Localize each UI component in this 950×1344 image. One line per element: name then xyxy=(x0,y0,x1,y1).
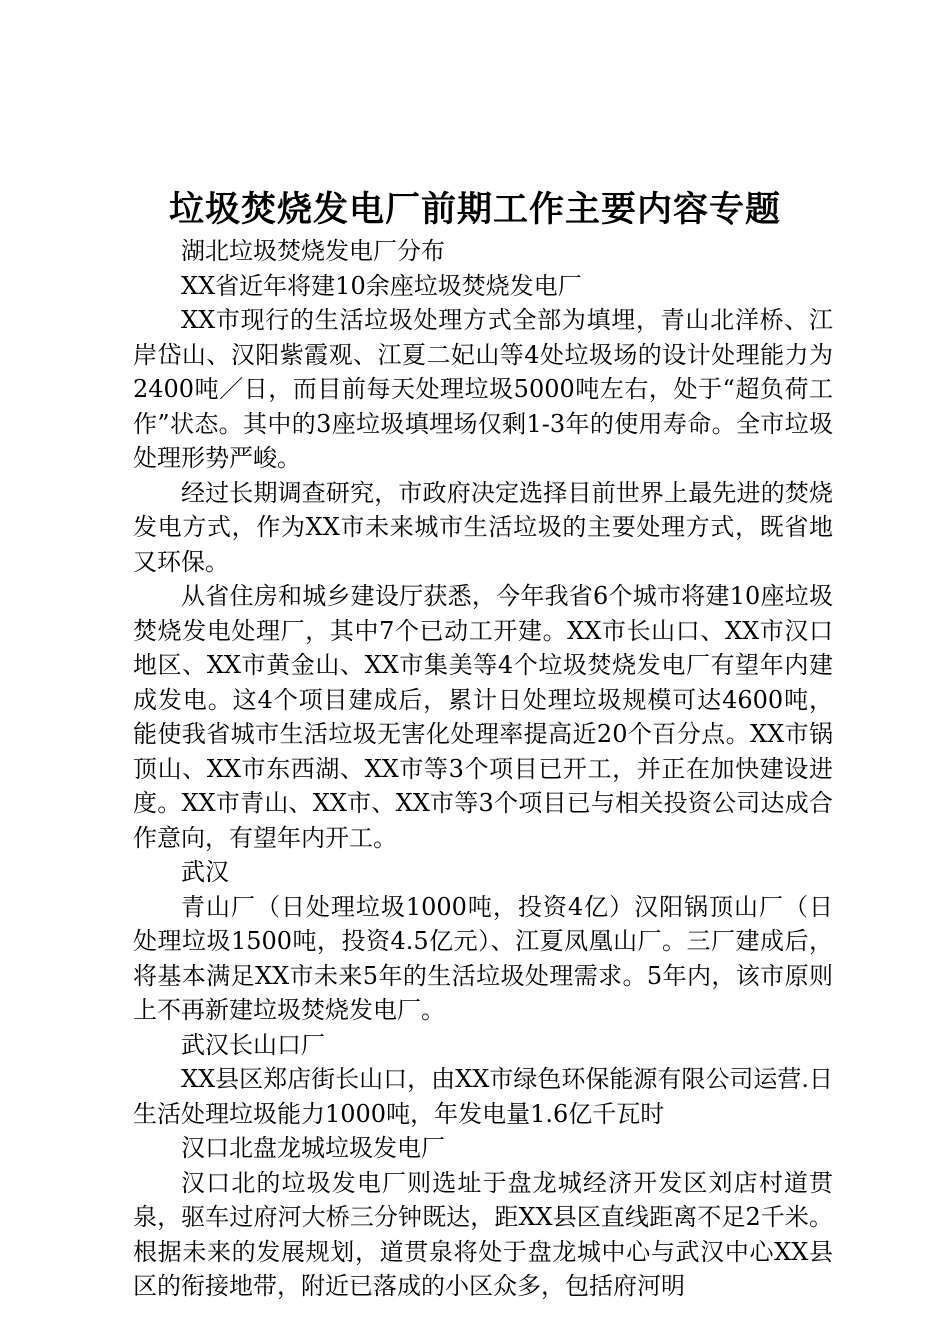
paragraph-government-decision: 经过长期调查研究，市政府决定选择目前世界上最先进的焚烧发电方式，作为XX市未来城市生活垃圾的主要处理方式，既省地又环保。 xyxy=(133,478,833,576)
section-heading-changshankou: 武汉长山口厂 xyxy=(181,1030,325,1059)
paragraph-province-plan: 从省住房和城乡建设厅获悉，今年我省6个城市将建10座垃圾焚烧发电处理厂，其中7个已动工开建。XX市长山口、XX市汉口地区、XX市黄金山、XX市集美等4个垃圾焚烧发电厂有望年内建成发电。这4个项目建成后，累计日处理垃圾规模可达4600吨，能使我省城市生活垃圾无害化处理率提高近20个百分点。XX市锅顶山、XX市东西湖、XX市等3个项目已开工，并正在加快建设进度。XX市青山、XX市、XX市等3个项目已与相关投资公司达成合作意向，有望年内开工。 xyxy=(133,582,833,852)
paragraph-changshankou: XX县区郑店街长山口，由XX市绿色环保能源有限公司运营.日生活处理垃圾能力1000吨，年发电量1.6亿千瓦时 xyxy=(133,1065,833,1128)
document-body xyxy=(133,234,833,1304)
paragraph-wuhan-plants: 青山厂（日处理垃圾1000吨，投资4亿）汉阳锅顶山厂（日处理垃圾1500吨，投资4.5亿元）、江夏凤凰山厂。三厂建成后，将基本满足XX市未来5年的生活垃圾处理需求。5年内，该市原则上不再新建垃圾焚烧发电厂。 xyxy=(133,892,833,1024)
paragraph-panlongcheng: 汉口北的垃圾发电厂则选址于盘龙城经济开发区刘店村道贯泉，驱车过府河大桥三分钟既达，距XX县区直线距离不足2千米。根据未来的发展规划，道贯泉将处于盘龙城中心与武汉中心XX县区的衔接地带，附近已落成的小区众多，包括府河明 xyxy=(133,1168,833,1300)
document-title: 垃圾焚烧发电厂前期工作主要内容专题 xyxy=(168,189,781,230)
section-heading-panlongcheng: 汉口北盘龙城垃圾发电厂 xyxy=(181,1134,445,1162)
section-subheading-province: XX省近年将建10余座垃圾焚烧发电厂 xyxy=(181,271,582,300)
section-heading-hubei: 湖北垃圾焚烧发电厂分布 xyxy=(181,237,445,265)
paragraph-current-disposal: XX市现行的生活垃圾处理方式全部为填埋，青山北洋桥、江岸岱山、汉阳紫霞观、江夏二妃山等4处垃圾场的设计处理能力为2400吨／日，而目前每天处理垃圾5000吨左右，处于“超负荷工作”状态。其中的3座垃圾填埋场仅剩1-3年的使用寿命。全市垃圾处理形势严峻。 xyxy=(133,306,833,472)
section-heading-wuhan: 武汉 xyxy=(181,858,229,886)
